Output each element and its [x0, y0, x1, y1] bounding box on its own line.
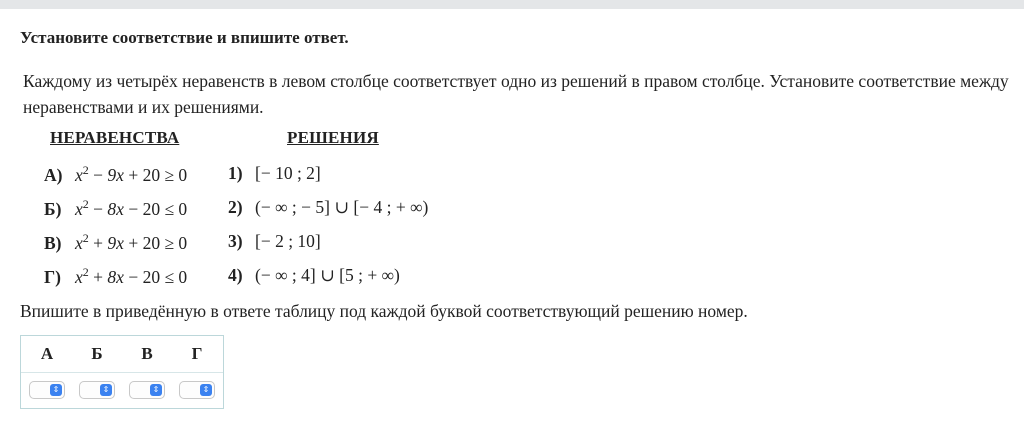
solution-row-4	[228, 265, 400, 286]
solution-row-2	[228, 197, 428, 218]
inequality-expression: $x^2 + 9x + 20 \ge 0$	[75, 231, 188, 253]
inequality-expression: $x^2 - 9x + 20 \ge 0$	[75, 163, 188, 185]
answer-select-b[interactable]	[79, 381, 115, 399]
inequality-row-v	[44, 231, 187, 254]
solution-label: 4)	[228, 265, 243, 285]
solution-label: 1)	[228, 163, 243, 183]
solutions-header: РЕШЕНИЯ	[287, 128, 379, 147]
solution-text: [− 2 ; 10]	[255, 231, 321, 251]
inequality-row-b	[44, 197, 187, 220]
updown-arrows-icon: ⇕	[100, 384, 112, 396]
inequality-expression: $x^2 + 8x - 20 \le 0$	[75, 265, 188, 287]
answer-select-a[interactable]	[29, 381, 65, 399]
solution-text: (− ∞ ; 4] ∪ [5 ; + ∞)	[255, 265, 400, 285]
answer-letter-g: Г	[191, 344, 203, 363]
inequality-label: А)	[44, 165, 63, 185]
solution-text: (− ∞ ; − 5] ∪ [− 4 ; + ∞)	[255, 197, 429, 217]
answer-select-g[interactable]	[179, 381, 215, 399]
solution-label: 3)	[228, 231, 243, 251]
solution-row-1	[228, 163, 321, 184]
updown-arrows-icon: ⇕	[200, 384, 212, 396]
inequality-label: Б)	[44, 199, 62, 219]
updown-arrows-icon: ⇕	[150, 384, 162, 396]
solution-label: 2)	[228, 197, 243, 217]
answer-letter-b: Б	[91, 344, 103, 363]
inequality-expression: $x^2 - 8x - 20 \le 0$	[75, 197, 188, 219]
instruction-text: Впишите в приведённую в ответе таблицу под каждой буквой соответствующий решению номер.	[20, 301, 748, 321]
solution-text: [− 10 ; 2]	[255, 163, 321, 183]
table-divider	[21, 372, 223, 373]
task-title: Установите соответствие и впишите ответ.	[20, 28, 349, 47]
top-bar	[0, 0, 1024, 9]
answer-table	[20, 335, 224, 409]
task-text: Каждому из четырёх неравенств в левом столбце соответствует одно из решений в правом столбце. Установите соответствие между неравенствами и их решениями.	[23, 71, 1009, 117]
inequalities-header: НЕРАВЕНСТВА	[50, 128, 180, 147]
updown-arrows-icon: ⇕	[50, 384, 62, 396]
inequality-row-a	[44, 163, 187, 186]
inequality-label: В)	[44, 233, 62, 253]
inequality-row-g	[44, 265, 187, 288]
solution-row-3	[228, 231, 321, 252]
answer-letter-v: В	[141, 344, 153, 363]
answer-letter-a: А	[40, 344, 54, 363]
inequality-label: Г)	[44, 267, 61, 287]
answer-select-v[interactable]	[129, 381, 165, 399]
